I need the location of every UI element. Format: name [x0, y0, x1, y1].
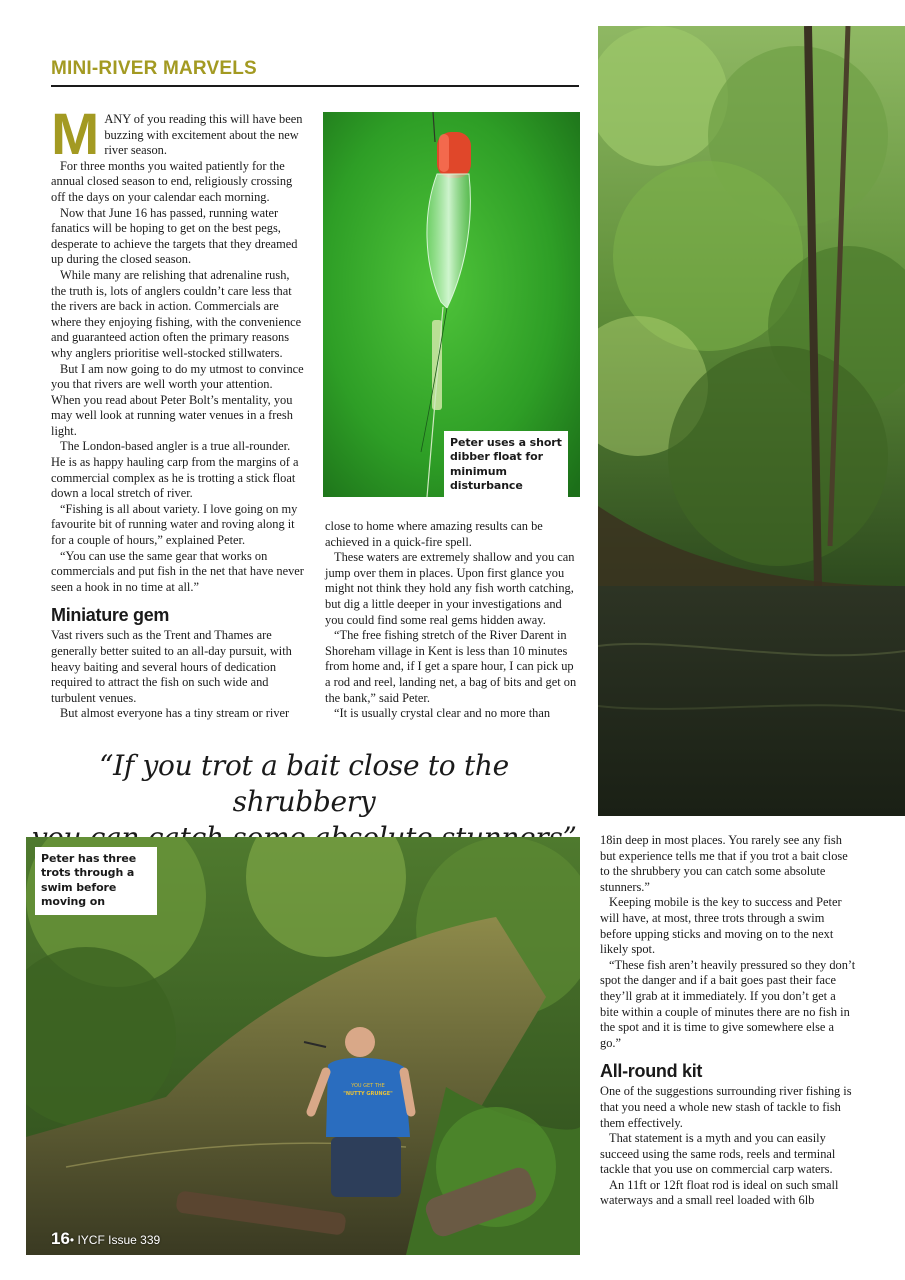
article-column-2 — [325, 519, 581, 722]
shirt-text-line-1: YOU GET THE — [351, 1083, 385, 1089]
float-caption: Peter uses a short dibber float for minimum disturbance — [444, 431, 568, 499]
issue-label: • IYCF Issue 339 — [69, 1233, 161, 1247]
body-paragraph: These waters are extremely shallow and you can jump over them in places. Upon first glance you might not think they hold any fish worth catching, but dig a little deeper in your investigations and you could find some real gems hidden away. — [325, 550, 575, 627]
article-column-3 — [600, 833, 856, 1209]
pull-quote-line-1: “If you trot a bait close to the shrubbery — [99, 749, 509, 818]
body-paragraph: For three months you waited patiently for the annual closed season to end, religiously crossing off the days on your calendar each morning. — [51, 158, 293, 204]
body-paragraph: The London-based angler is a true all-rounder. He is as happy hauling carp from the margins of a commercial complex as he is trotting a stick float down a local stretch of river. — [51, 439, 299, 501]
river-caption: Peter has three trots through a swim before moving on — [35, 847, 157, 915]
body-paragraph: One of the suggestions surrounding river fishing is that you need a whole new stash of tackle to fish them effectively. — [600, 1084, 852, 1130]
woodland-river-photo — [598, 26, 905, 816]
drop-cap: M — [51, 102, 100, 167]
body-paragraph: That statement is a myth and you can easily succeed using the same rods, reels and terminal tackle that you use on commercial carp waters. — [600, 1131, 836, 1177]
woodland-illustration — [598, 26, 905, 816]
body-paragraph: Vast rivers such as the Trent and Thames are generally better suited to an all-day pursuit, with heavy baiting and several hours of dedication required to attract the fish on such wide and turbulent venues. — [51, 628, 292, 705]
body-paragraph: Keeping mobile is the key to success and Peter will have, at most, three trots through a swim before upping sticks and moving on to the next likely spot. — [600, 895, 842, 957]
body-paragraph: But I am now going to do my utmost to convince you that rivers are well worth your attention. When you read about Peter Bolt’s mentality, you may well look at running water venues in a fresh light. — [51, 361, 304, 438]
body-paragraph: While many are relishing that adrenaline rush, the truth is, lots of anglers couldn’t care less that the rivers are back in action. Commercials are where they enjoying fishing, with the convenience and guaranteed action often the primary reasons why anglers prioritise well-stocked stillwaters. — [51, 267, 302, 360]
body-paragraph: But almost everyone has a tiny stream or river — [60, 706, 290, 721]
body-paragraph: “The free fishing stretch of the River Darent in Shoreham village in Kent is less than 10 minutes from home and, if I get a spare hour, I can pick up a rod and reel, landing net, a bag of bits and get on the bank,” said Peter. — [325, 628, 577, 705]
page-footer — [51, 1229, 160, 1249]
article-column-1 — [51, 102, 305, 722]
section-label: MINI-RIVER MARVELS — [51, 58, 579, 87]
shirt-text-line-2: "NUTTY GRUNGE" — [343, 1091, 393, 1097]
body-paragraph: “These fish aren’t heavily pressured so they don’t spot the danger and if a bait goes past their face they’ll grab at it immediately. If you don’t get a bite within a couple of minutes there are no fish in the spot and it is time to give somewhere else a go.” — [600, 957, 856, 1050]
subheading-all-round-kit: All-round kit — [600, 1061, 703, 1082]
body-paragraph: “It is usually crystal clear and no more than — [334, 706, 551, 721]
body-paragraph: “You can use the same gear that works on commercials and put fish in the net that have never seen a hook in no time at all.” — [51, 548, 304, 594]
body-paragraph: An 11ft or 12ft float rod is ideal on such small waterways and a small reel loaded with 6lb — [600, 1177, 839, 1208]
opening-paragraph — [51, 102, 305, 167]
body-paragraph: “Fishing is all about variety. I love going on my favourite bit of running water and roving along it for a couple of hours,” explained Peter. — [51, 501, 298, 548]
body-paragraph: Now that June 16 has passed, running water fanatics will be hoping to get on the best pegs, desperate to achieve the targets that they dreamed up during the closed season. — [51, 205, 298, 267]
body-paragraph: 18in deep in most places. You rarely see any fish but experience tells me that if you trot a bait close to the shrubbery you can catch some absolute stunners.” — [600, 833, 848, 894]
subheading-miniature-gem: Miniature gem — [51, 605, 170, 626]
opening-text: ANY of you reading this will have been buzzing with excitement about the new river season. — [104, 112, 303, 158]
page-number: 16 — [51, 1229, 70, 1248]
body-paragraph: close to home where amazing results can be achieved in a quick-fire spell. — [325, 519, 543, 549]
